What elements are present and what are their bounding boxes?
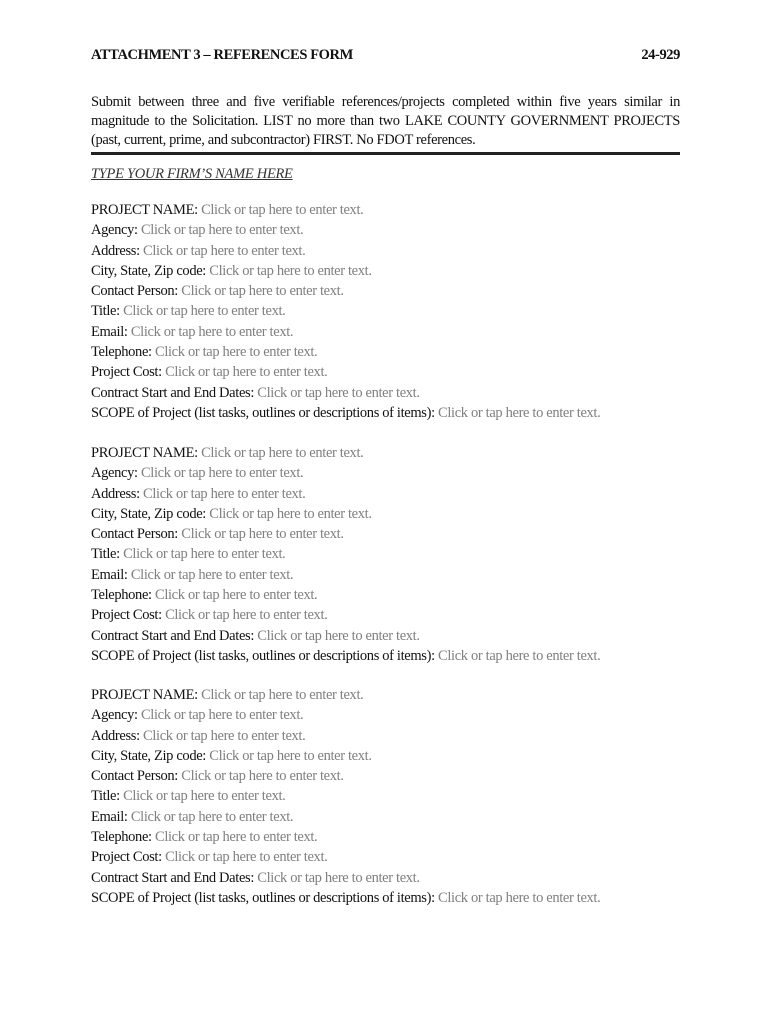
field-label: Address: bbox=[91, 485, 140, 502]
field-label: Telephone: bbox=[91, 344, 152, 361]
reference-field-row bbox=[91, 827, 711, 847]
reference-field-row bbox=[91, 685, 711, 705]
text-entry-field[interactable]: Click or tap here to enter text. bbox=[130, 808, 294, 825]
text-entry-field[interactable]: Click or tap here to enter text. bbox=[257, 627, 420, 644]
field-label: PROJECT NAME: bbox=[91, 687, 198, 703]
firm-name-field[interactable]: TYPE YOUR FIRM’S NAME HERE bbox=[91, 166, 293, 182]
text-entry-field[interactable]: Click or tap here to enter text. bbox=[155, 344, 318, 361]
field-label: Project Cost: bbox=[91, 364, 162, 381]
field-label: Title: bbox=[91, 303, 120, 320]
reference-block bbox=[91, 443, 711, 666]
reference-field-row bbox=[91, 746, 711, 766]
reference-field-row bbox=[91, 281, 711, 301]
reference-field-row bbox=[91, 403, 711, 423]
text-entry-field[interactable]: Click or tap here to enter text. bbox=[209, 262, 372, 279]
field-label: Contract Start and End Dates: bbox=[91, 384, 255, 401]
text-entry-field[interactable]: Click or tap here to enter text. bbox=[140, 465, 304, 482]
field-label: City, State, Zip code: bbox=[91, 505, 206, 522]
field-label: Project Cost: bbox=[91, 607, 162, 624]
reference-field-row bbox=[91, 847, 711, 867]
reference-field-row bbox=[91, 868, 711, 888]
reference-field-row bbox=[91, 626, 711, 646]
reference-field-row bbox=[91, 605, 711, 625]
reference-block bbox=[91, 200, 711, 423]
text-entry-field[interactable]: Click or tap here to enter text. bbox=[438, 404, 601, 421]
text-entry-field[interactable]: Click or tap here to enter text. bbox=[257, 384, 420, 401]
reference-field-row bbox=[91, 807, 711, 827]
field-label: Email: bbox=[91, 323, 128, 340]
field-label: Email: bbox=[91, 808, 128, 825]
text-entry-field[interactable]: Click or tap here to enter text. bbox=[143, 485, 306, 502]
field-label: Title: bbox=[91, 788, 120, 805]
text-entry-field[interactable]: Click or tap here to enter text. bbox=[123, 546, 286, 563]
text-entry-field[interactable]: Click or tap here to enter text. bbox=[165, 607, 328, 624]
text-entry-field[interactable]: Click or tap here to enter text. bbox=[165, 849, 328, 866]
text-entry-field[interactable]: Click or tap here to enter text. bbox=[438, 647, 601, 664]
reference-field-row bbox=[91, 362, 711, 382]
field-label: Contact Person: bbox=[91, 526, 178, 543]
reference-field-row bbox=[91, 301, 711, 321]
text-entry-field[interactable]: Click or tap here to enter text. bbox=[155, 829, 318, 846]
text-entry-field[interactable]: Click or tap here to enter text. bbox=[181, 768, 344, 785]
text-entry-field[interactable]: Click or tap here to enter text. bbox=[201, 687, 364, 703]
text-entry-field[interactable]: Click or tap here to enter text. bbox=[257, 869, 420, 886]
text-entry-field[interactable]: Click or tap here to enter text. bbox=[438, 889, 601, 906]
text-entry-field[interactable]: Click or tap here to enter text. bbox=[140, 707, 304, 724]
text-entry-field[interactable]: Click or tap here to enter text. bbox=[143, 727, 306, 744]
field-label: SCOPE of Project (list tasks, outlines or descriptions of items): bbox=[91, 889, 435, 906]
reference-field-row bbox=[91, 322, 711, 342]
field-label: Contract Start and End Dates: bbox=[91, 627, 255, 644]
text-entry-field[interactable]: Click or tap here to enter text. bbox=[181, 283, 344, 300]
field-label: City, State, Zip code: bbox=[91, 747, 206, 764]
field-label: Agency: bbox=[91, 465, 138, 482]
field-label: Project Cost: bbox=[91, 849, 162, 866]
field-label: Agency: bbox=[91, 222, 138, 239]
reference-field-row bbox=[91, 443, 711, 463]
reference-field-row bbox=[91, 705, 711, 725]
field-label: Telephone: bbox=[91, 587, 152, 604]
text-entry-field[interactable]: Click or tap here to enter text. bbox=[130, 566, 294, 583]
text-entry-field[interactable]: Click or tap here to enter text. bbox=[201, 445, 364, 461]
reference-field-row bbox=[91, 766, 711, 786]
field-label: SCOPE of Project (list tasks, outlines or descriptions of items): bbox=[91, 647, 435, 664]
text-entry-field[interactable]: Click or tap here to enter text. bbox=[123, 303, 286, 320]
text-entry-field[interactable]: Click or tap here to enter text. bbox=[143, 242, 306, 259]
reference-field-row bbox=[91, 646, 711, 666]
reference-field-row bbox=[91, 220, 711, 240]
reference-field-row bbox=[91, 524, 711, 544]
field-label: Telephone: bbox=[91, 829, 152, 846]
text-entry-field[interactable]: Click or tap here to enter text. bbox=[181, 526, 344, 543]
text-entry-field[interactable]: Click or tap here to enter text. bbox=[209, 747, 372, 764]
field-label: Title: bbox=[91, 546, 120, 563]
field-label: Address: bbox=[91, 242, 140, 259]
text-entry-field[interactable]: Click or tap here to enter text. bbox=[140, 222, 304, 239]
field-label: City, State, Zip code: bbox=[91, 262, 206, 279]
field-label: PROJECT NAME: bbox=[91, 445, 198, 461]
text-entry-field[interactable]: Click or tap here to enter text. bbox=[155, 587, 318, 604]
reference-field-row bbox=[91, 544, 711, 564]
text-entry-field[interactable]: Click or tap here to enter text. bbox=[201, 202, 364, 218]
reference-field-row bbox=[91, 585, 711, 605]
instructions-paragraph: Submit between three and five verifiable references/projects completed within five years similar in magnitude to the Solicitation. LIST no more than two LAKE COUNTY GOVERNMENT PROJECTS (past, current, prime, and subcontractor) FIRST. No FDOT references. bbox=[91, 94, 680, 148]
text-entry-field[interactable]: Click or tap here to enter text. bbox=[130, 323, 294, 340]
divider bbox=[91, 152, 680, 155]
field-label: Contact Person: bbox=[91, 768, 178, 785]
field-label: Contact Person: bbox=[91, 283, 178, 300]
reference-field-row bbox=[91, 261, 711, 281]
reference-field-row bbox=[91, 484, 711, 504]
document-header bbox=[91, 47, 680, 64]
text-entry-field[interactable]: Click or tap here to enter text. bbox=[165, 364, 328, 381]
field-label: SCOPE of Project (list tasks, outlines or descriptions of items): bbox=[91, 404, 435, 421]
reference-field-row bbox=[91, 786, 711, 806]
text-entry-field[interactable]: Click or tap here to enter text. bbox=[123, 788, 286, 805]
reference-field-row bbox=[91, 241, 711, 261]
reference-field-row bbox=[91, 504, 711, 524]
reference-field-row bbox=[91, 342, 711, 362]
reference-field-row bbox=[91, 565, 711, 585]
reference-field-row bbox=[91, 726, 711, 746]
field-label: Address: bbox=[91, 727, 140, 744]
reference-field-row bbox=[91, 200, 711, 220]
reference-field-row bbox=[91, 463, 711, 483]
field-label: Agency: bbox=[91, 707, 138, 724]
field-label: Email: bbox=[91, 566, 128, 583]
text-entry-field[interactable]: Click or tap here to enter text. bbox=[209, 505, 372, 522]
reference-field-row bbox=[91, 383, 711, 403]
form-title: ATTACHMENT 3 – REFERENCES FORM bbox=[91, 47, 353, 63]
solicitation-number: 24-929 bbox=[641, 47, 680, 63]
reference-field-row bbox=[91, 888, 711, 908]
field-label: PROJECT NAME: bbox=[91, 202, 198, 218]
field-label: Contract Start and End Dates: bbox=[91, 869, 255, 886]
reference-block bbox=[91, 685, 711, 908]
